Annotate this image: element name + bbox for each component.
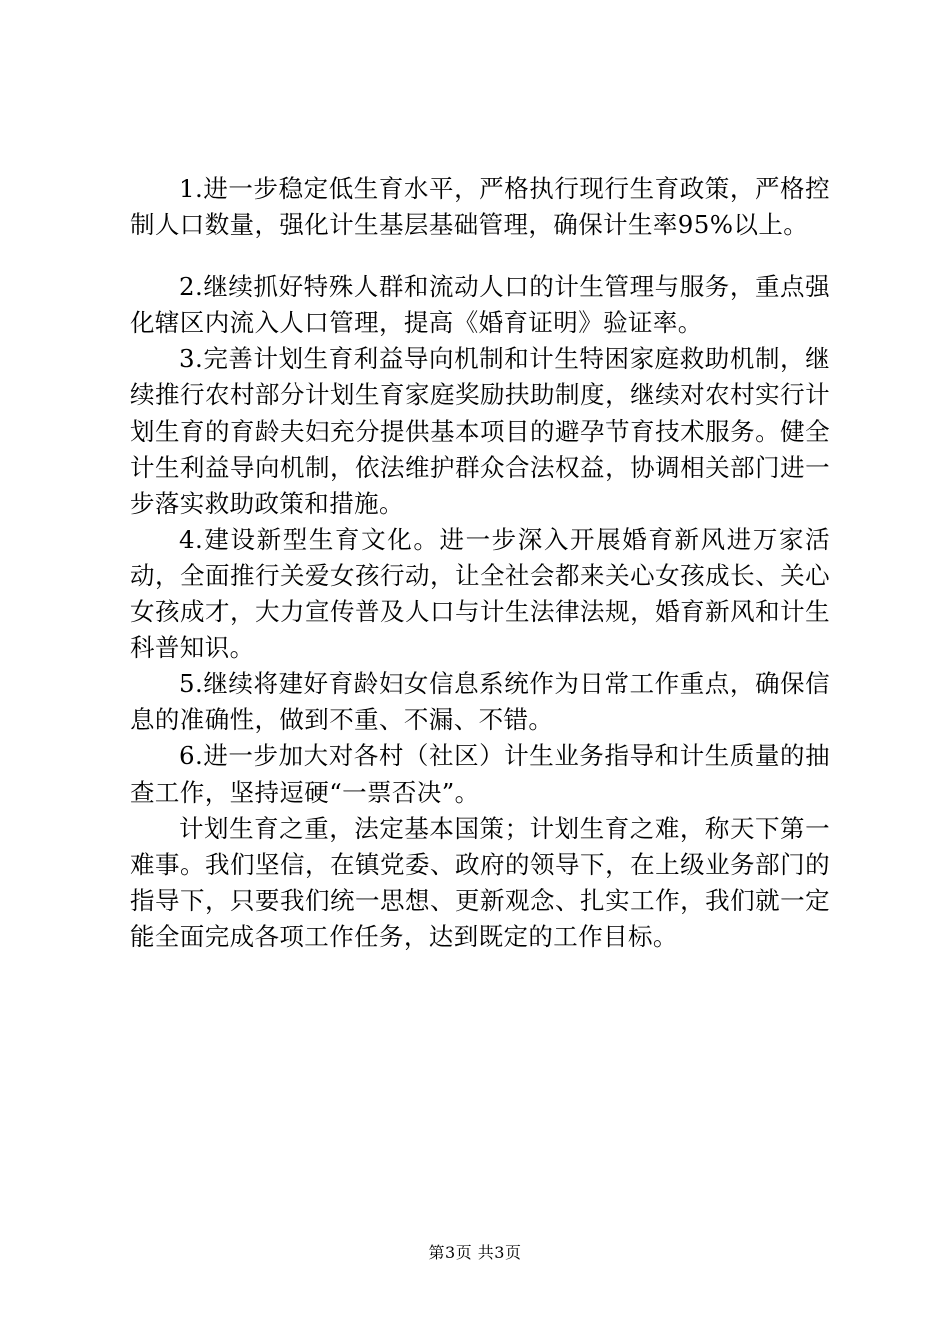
paragraph-conclusion: 计划生育之重，法定基本国策；计划生育之难，称天下第一难事。我们坚信，在镇党委、政府的领导下，在上级业务部门的指导下，只要我们统一思想、更新观念、扎实工作，我们就一定能全面完成各项工作任务，达到既定的工作目标。: [130, 813, 830, 951]
paragraph-item-2: 2.继续抓好特殊人群和流动人口的计生管理与服务，重点强化辖区内流入人口管理，提高《婚育证明》验证率。: [130, 272, 830, 338]
document-body: [130, 171, 830, 955]
paragraph-item-1: 1.进一步稳定低生育水平，严格执行现行生育政策，严格控制人口数量，强化计生基层基础管理，确保计生率95%以上。: [130, 174, 830, 240]
page-number-footer: 第3页 共3页: [428, 1243, 522, 1262]
paragraph-item-5: 5.继续将建好育龄妇女信息系统作为日常工作重点，确保信息的准确性，做到不重、不漏、不错。: [130, 669, 830, 735]
paragraph-item-4: 4.建设新型生育文化。进一步深入开展婚育新风进万家活动，全面推行关爱女孩行动，让全社会都来关心女孩成长、关心女孩成才，大力宣传普及人口与计生法律法规，婚育新风和计生科普知识。: [130, 524, 830, 663]
paragraph-item-6: 6.进一步加大对各村（社区）计生业务指导和计生质量的抽查工作，坚持逗硬“一票否决”。: [130, 741, 830, 807]
paragraph-item-3: 3.完善计划生育利益导向机制和计生特困家庭救助机制，继续推行农村部分计划生育家庭奖励扶助制度，继续对农村实行计划生育的育龄夫妇充分提供基本项目的避孕节育技术服务。健全计生利益导向机制，依法维护群众合法权益，协调相关部门进一步落实救助政策和措施。: [130, 344, 830, 518]
